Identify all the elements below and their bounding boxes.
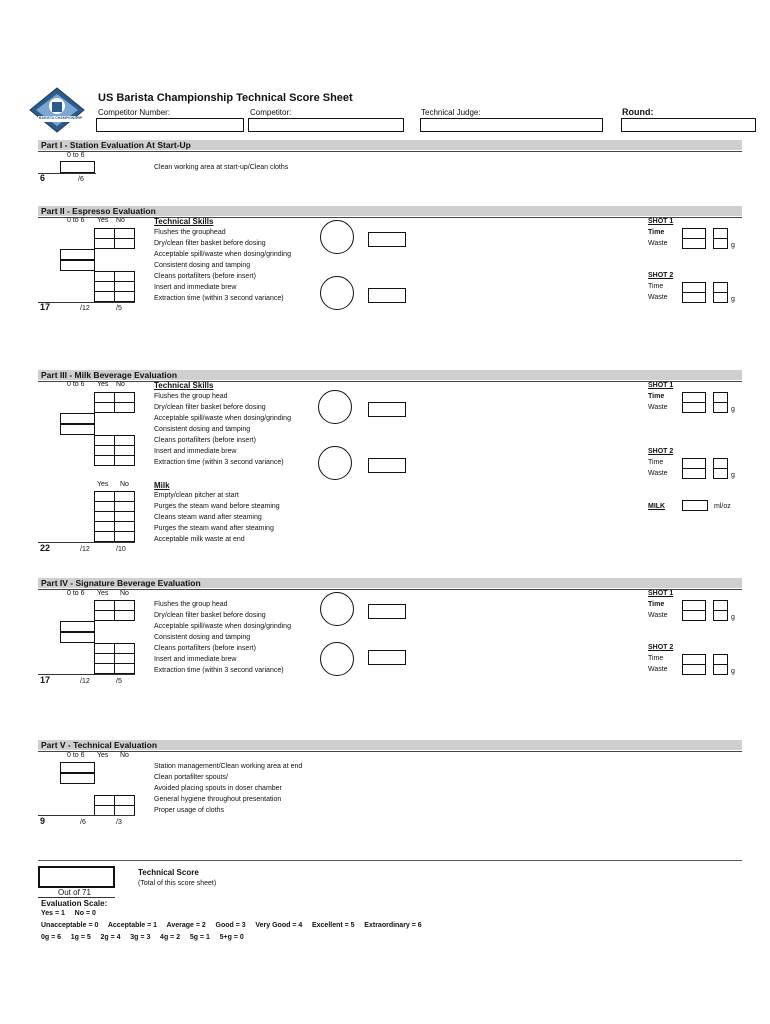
part3-milk-item-2: Purges the steam wand before steaming [154, 503, 280, 510]
total-divider [38, 860, 742, 861]
part3-item-3: Acceptable spill/waste when dosing/grinding [154, 415, 291, 422]
round-label: Round: [622, 107, 654, 117]
part3-yes-7[interactable] [94, 455, 115, 466]
competitor-label: Competitor: [250, 108, 292, 117]
part3-milk-unit: ml/oz [714, 503, 731, 510]
part4-yes-label: Yes [97, 590, 109, 597]
part4-shot1-waste-a[interactable] [682, 610, 706, 621]
part3-milk-item-4: Purges the steam wand after steaming [154, 525, 274, 532]
part2-item-2: Dry/clean filter basket before dosing [154, 240, 266, 247]
part2-score-3[interactable] [60, 249, 95, 260]
part3-milk-no-label: No [120, 481, 129, 488]
part3-shot1-g: g [731, 406, 735, 413]
part2-item-3: Acceptable spill/waste when dosing/grinding [154, 251, 291, 258]
part5-max2: /3 [116, 819, 122, 826]
part4-score: 17 [40, 675, 51, 685]
part4-shot2-g: g [731, 668, 735, 675]
part2-score-4[interactable] [60, 260, 95, 271]
part5-total-line [38, 815, 135, 816]
part3-no-7[interactable] [114, 455, 135, 466]
part4-range-label: 0 to 6 [67, 590, 85, 597]
part3-milk-heading: Milk [154, 481, 170, 490]
part2-shot1-waste-a[interactable] [682, 238, 706, 249]
part4-total-line [38, 674, 135, 675]
scale-divider [38, 897, 115, 898]
part3-technical-skills: Technical Skills [154, 381, 214, 390]
part2-range-label: 0 to 6 [67, 217, 85, 224]
part4-shot2-label: SHOT 2 [648, 644, 674, 651]
part5-item-2: Clean portafilter spouts/ [154, 774, 228, 781]
part3-max1: /12 [80, 546, 90, 553]
part2-item-7: Extraction time (within 3 second variance) [154, 295, 284, 302]
part3-max2: /10 [116, 546, 126, 553]
part2-shot2-label: SHOT 2 [648, 272, 674, 279]
scale-title: Evaluation Scale: [41, 899, 108, 908]
part4-item-1: Flushes the group head [154, 601, 228, 608]
part3-shot1-waste-label: Waste [648, 404, 668, 411]
part3-milk-label: MILK [648, 503, 666, 510]
part3-shot2-waste-label: Waste [648, 470, 668, 477]
logo-text: BARISTA CHAMPIONSHIP [39, 116, 83, 120]
part3-shot2-waste-b[interactable] [713, 468, 728, 479]
part3-item-4: Consistent dosing and tamping [154, 426, 251, 433]
part2-circle-2[interactable] [320, 276, 354, 310]
part4-shot2-waste-b[interactable] [713, 664, 728, 675]
part4-max2: /5 [116, 678, 122, 685]
part4-item-5: Cleans portafilters (before insert) [154, 645, 256, 652]
part1-range: 0 to 6 [67, 152, 85, 159]
part4-rect-2[interactable] [368, 650, 406, 665]
part2-max2: /5 [116, 305, 122, 312]
total-subtitle: (Total of this score sheet) [138, 880, 217, 887]
part2-circle-1[interactable] [320, 220, 354, 254]
scale-ratings: Unacceptable = 0 Acceptable = 1 Average = 2 Good = 3 Very Good = 4 Excellent = 5 Extraordinary = 6 [41, 922, 422, 929]
part2-shot1-g: g [731, 242, 735, 249]
part2-item-1: Flushes the grouphead [154, 229, 226, 236]
part2-no-7[interactable] [114, 291, 135, 302]
technical-judge-label: Technical Judge: [421, 108, 481, 117]
part4-no-label: No [120, 590, 129, 597]
championship-logo [26, 86, 88, 134]
part5-range-label: 0 to 6 [67, 752, 85, 759]
part3-circle-2[interactable] [318, 446, 352, 480]
part4-shot2-waste-a[interactable] [682, 664, 706, 675]
part2-max1: /12 [80, 305, 90, 312]
part5-max1: /6 [80, 819, 86, 826]
part5-item-5: Proper usage of cloths [154, 807, 225, 814]
competitor-field[interactable] [248, 118, 404, 132]
part5-item-1: Station management/Clean working area at end [154, 763, 303, 770]
part3-item-2: Dry/clean filter basket before dosing [154, 404, 266, 411]
part4-circle-2[interactable] [320, 642, 354, 676]
part3-milk-yes-label: Yes [97, 481, 109, 488]
total-title: Technical Score [138, 868, 199, 877]
part3-score: 22 [40, 543, 51, 553]
part3-rect-2[interactable] [368, 458, 406, 473]
part4-circle-1[interactable] [320, 592, 354, 626]
round-field[interactable] [621, 118, 756, 132]
part5-score-1[interactable] [60, 762, 95, 773]
part2-shot2-waste-a[interactable] [682, 292, 706, 303]
part4-yes-2[interactable] [94, 610, 115, 621]
part3-item-5: Cleans portafilters (before insert) [154, 437, 256, 444]
part5-score-2[interactable] [60, 773, 95, 784]
part4-item-2: Dry/clean filter basket before dosing [154, 612, 266, 619]
part1-score-box[interactable] [60, 161, 95, 173]
scale-waste: 0g = 6 1g = 5 2g = 4 3g = 3 4g = 2 5g = 1 5+g = 0 [41, 934, 244, 941]
part4-score-3[interactable] [60, 621, 95, 632]
part3-yes-2[interactable] [94, 402, 115, 413]
part2-rect-2[interactable] [368, 288, 406, 303]
competitor-number-field[interactable] [96, 118, 244, 132]
part3-shot1-time-label: Time [648, 393, 665, 400]
part4-item-4: Consistent dosing and tamping [154, 634, 251, 641]
part1-score: 6 [40, 173, 46, 183]
part2-shot1-time-label: Time [648, 229, 665, 236]
part2-item-6: Insert and immediate brew [154, 284, 237, 291]
part3-shot1-waste-a[interactable] [682, 402, 706, 413]
part2-no-2[interactable] [114, 238, 135, 249]
part3-milk-item-1: Empty/clean pitcher at start [154, 492, 239, 499]
part5-item-4: General hygiene throughout presentation [154, 796, 282, 803]
part2-total-line [38, 302, 135, 303]
part4-shot2-waste-label: Waste [648, 666, 668, 673]
part5-item-3: Avoided placing spouts in doser chamber [154, 785, 282, 792]
part1-header: Part I - Station Evaluation At Start-Up [38, 140, 742, 150]
competitor-number-label: Competitor Number: [98, 108, 171, 117]
total-out-of: Out of 71 [58, 888, 91, 897]
part3-score-4[interactable] [60, 424, 95, 435]
part3-shot2-label: SHOT 2 [648, 448, 674, 455]
part3-rect-1[interactable] [368, 402, 406, 417]
part3-item-1: Flushes the group head [154, 393, 228, 400]
part3-total-line [38, 542, 135, 543]
part2-yes-7[interactable] [94, 291, 115, 302]
part3-circle-1[interactable] [318, 390, 352, 424]
part4-item-7: Extraction time (within 3 second variance) [154, 667, 284, 674]
part3-milk-item-3: Cleans steam wand after steaming [154, 514, 262, 521]
part2-header: Part II - Espresso Evaluation [38, 206, 742, 216]
part4-shot1-waste-label: Waste [648, 612, 668, 619]
part4-shot1-label: SHOT 1 [648, 590, 674, 597]
part3-score-3[interactable] [60, 413, 95, 424]
part1-total-line [38, 173, 96, 174]
part3-header: Part III - Milk Beverage Evaluation [38, 370, 742, 380]
part3-no-label: No [116, 381, 125, 388]
part1-item: Clean working area at start-up/Clean cloths [154, 164, 289, 171]
part2-shot1-waste-b[interactable] [713, 238, 728, 249]
part3-item-6: Insert and immediate brew [154, 448, 237, 455]
part2-yes-label: Yes [97, 217, 109, 224]
part4-max1: /12 [80, 678, 90, 685]
part4-score-4[interactable] [60, 632, 95, 643]
part3-no-2[interactable] [114, 402, 135, 413]
part4-shot1-waste-b[interactable] [713, 610, 728, 621]
part2-rect-1[interactable] [368, 232, 406, 247]
part5-yes-label: Yes [97, 752, 109, 759]
part2-score: 17 [40, 302, 51, 312]
total-score-box[interactable] [38, 866, 115, 888]
part2-shot1-waste-label: Waste [648, 240, 668, 247]
part4-yes-7[interactable] [94, 663, 115, 674]
part3-shot2-waste-a[interactable] [682, 468, 706, 479]
part3-shot1-waste-b[interactable] [713, 402, 728, 413]
part2-yes-2[interactable] [94, 238, 115, 249]
part3-milk-field[interactable] [682, 500, 708, 511]
part4-no-2[interactable] [114, 610, 135, 621]
part2-technical-skills: Technical Skills [154, 217, 214, 226]
part4-shot2-time-label: Time [648, 655, 664, 662]
part3-shot2-time-label: Time [648, 459, 664, 466]
part2-no-label: No [116, 217, 125, 224]
part4-shot1-time-label: Time [648, 601, 665, 608]
part5-score: 9 [40, 816, 46, 826]
part5-no-label: No [120, 752, 129, 759]
technical-judge-field[interactable] [420, 118, 603, 132]
part2-item-5: Cleans portafilters (before insert) [154, 273, 256, 280]
part3-yes-label: Yes [97, 381, 109, 388]
part1-max: /6 [78, 176, 84, 183]
part3-milk-item-5: Acceptable milk waste at end [154, 536, 245, 543]
part2-shot1-label: SHOT 1 [648, 218, 674, 225]
part2-shot2-g: g [731, 296, 735, 303]
page-title: US Barista Championship Technical Score Sheet [98, 92, 353, 104]
part2-shot2-waste-b[interactable] [713, 292, 728, 303]
part4-header: Part IV - Signature Beverage Evaluation [38, 578, 742, 588]
part4-item-6: Insert and immediate brew [154, 656, 237, 663]
part3-shot1-label: SHOT 1 [648, 382, 674, 389]
part2-shot2-waste-label: Waste [648, 294, 668, 301]
part4-rect-1[interactable] [368, 604, 406, 619]
part3-shot2-g: g [731, 472, 735, 479]
part2-shot2-time-label: Time [648, 283, 664, 290]
part4-item-3: Acceptable spill/waste when dosing/grinding [154, 623, 291, 630]
part5-header: Part V - Technical Evaluation [38, 740, 742, 750]
part2-item-4: Consistent dosing and tamping [154, 262, 251, 269]
part3-item-7: Extraction time (within 3 second variance) [154, 459, 284, 466]
part3-range-label: 0 to 6 [67, 381, 85, 388]
part4-shot1-g: g [731, 614, 735, 621]
part3-milk-no-5[interactable] [114, 531, 135, 542]
part4-no-7[interactable] [114, 663, 135, 674]
scale-yes-no: Yes = 1 No = 0 [41, 910, 96, 917]
part3-milk-yes-5[interactable] [94, 531, 115, 542]
